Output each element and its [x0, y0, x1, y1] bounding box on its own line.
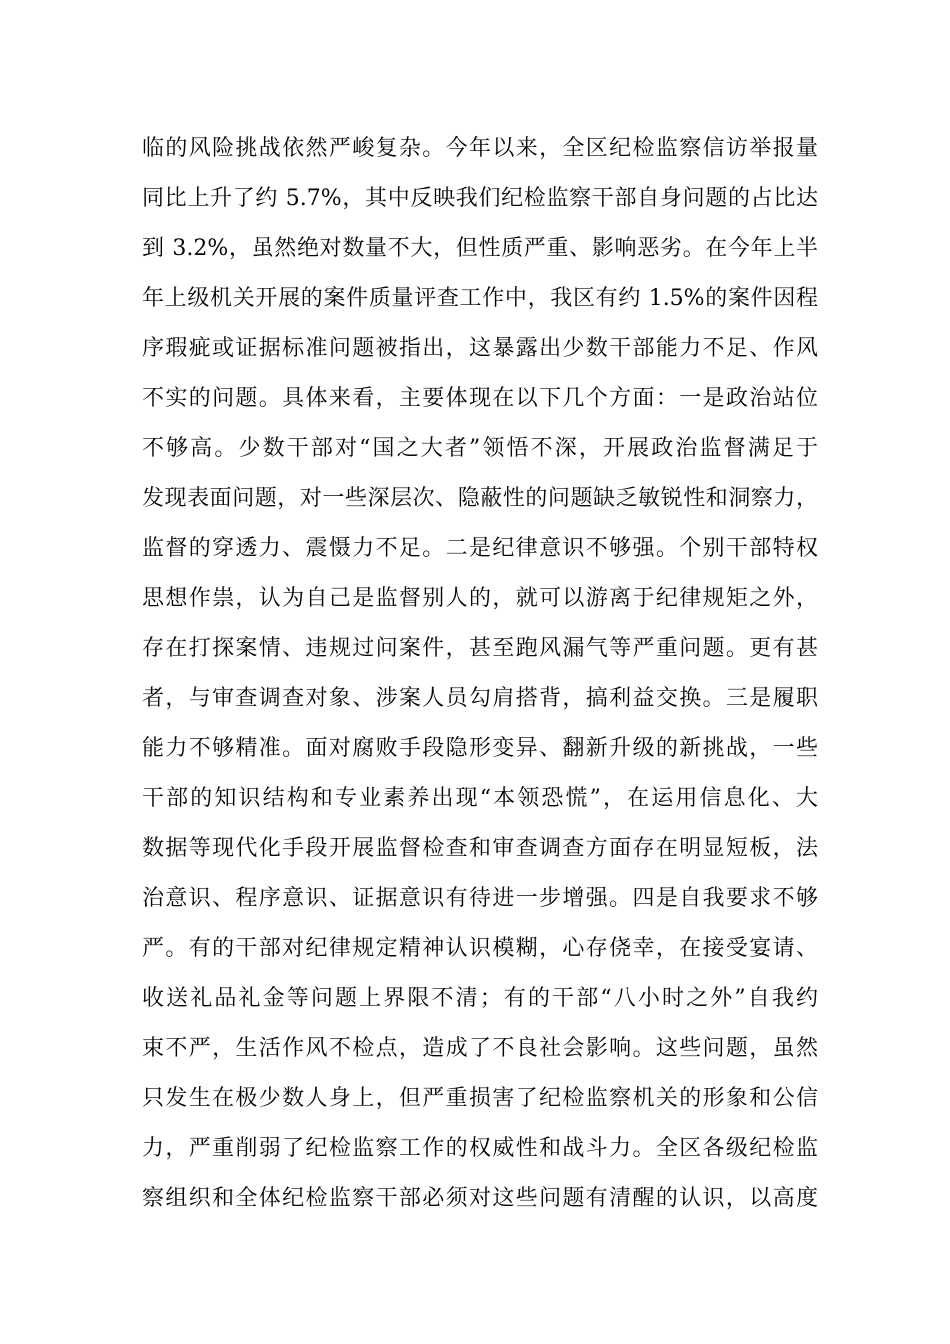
text-line: 严。有的干部对纪律规定精神认识模糊，心存侥幸，在接受宴请、	[142, 936, 818, 961]
text-line: 不够高。少数干部对“国之大者”领悟不深，开展政治监督满足于	[142, 436, 818, 461]
text-line: 只发生在极少数人身上，但严重损害了纪检监察机关的形象和公信	[142, 1086, 818, 1111]
text-line: 不实的问题。具体来看，主要体现在以下几个方面：一是政治站位	[142, 386, 818, 411]
text-line: 监督的穿透力、震慑力不足。二是纪律意识不够强。个别干部特权	[142, 536, 818, 561]
text-line: 者，与审查调查对象、涉案人员勾肩搭背，搞利益交换。三是履职	[142, 686, 818, 711]
text-column	[142, 124, 818, 1224]
text-line: 束不严，生活作风不检点，造成了不良社会影响。这些问题，虽然	[142, 1036, 818, 1061]
text-line: 数据等现代化手段开展监督检查和审查调查方面存在明显短板，法	[142, 836, 818, 861]
text-line: 序瑕疵或证据标准问题被指出，这暴露出少数干部能力不足、作风	[142, 336, 818, 361]
text-line: 思想作祟，认为自己是监督别人的，就可以游离于纪律规矩之外，	[142, 586, 818, 611]
text-line: 到 3.2%，虽然绝对数量不大，但性质严重、影响恶劣。在今年上半	[142, 236, 818, 261]
text-line: 年上级机关开展的案件质量评查工作中，我区有约 1.5%的案件因程	[142, 286, 818, 311]
text-line: 能力不够精准。面对腐败手段隐形变异、翻新升级的新挑战，一些	[142, 736, 818, 761]
text-line: 同比上升了约 5.7%，其中反映我们纪检监察干部自身问题的占比达	[142, 186, 818, 211]
text-line: 力，严重削弱了纪检监察工作的权威性和战斗力。全区各级纪检监	[142, 1136, 818, 1161]
text-line: 治意识、程序意识、证据意识有待进一步增强。四是自我要求不够	[142, 886, 818, 911]
text-line: 察组织和全体纪检监察干部必须对这些问题有清醒的认识，以高度	[142, 1186, 818, 1211]
text-line: 存在打探案情、违规过问案件，甚至跑风漏气等严重问题。更有甚	[142, 636, 818, 661]
text-line: 临的风险挑战依然严峻复杂。今年以来，全区纪检监察信访举报量	[142, 136, 818, 161]
text-line: 收送礼品礼金等问题上界限不清；有的干部“八小时之外”自我约	[142, 986, 818, 1011]
text-line: 发现表面问题，对一些深层次、隐蔽性的问题缺乏敏锐性和洞察力，	[142, 486, 818, 511]
text-line: 干部的知识结构和专业素养出现“本领恐慌”，在运用信息化、大	[142, 786, 818, 811]
